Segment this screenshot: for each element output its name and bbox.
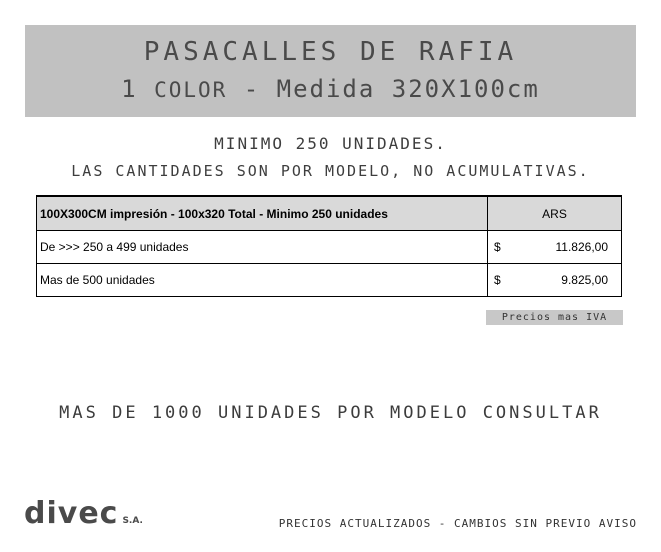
currency-symbol: $ (494, 273, 501, 287)
consult-note: MAS DE 1000 UNIDADES POR MODELO CONSULTAR (59, 403, 602, 423)
minimum-note: MINIMO 250 UNIDADES. (214, 134, 447, 153)
price-table-header-row (37, 196, 622, 231)
iva-badge: Precios mas IVA (486, 310, 623, 325)
subtitle-tail: - Medida 320X100cm (227, 75, 540, 103)
price-value: 11.826,00 (555, 240, 608, 254)
page-subtitle (25, 75, 636, 103)
logo-brand: divec (24, 496, 119, 531)
table-row (37, 231, 622, 264)
currency-symbol: $ (494, 240, 501, 254)
price-value: 9.825,00 (561, 273, 608, 287)
row-label: De >>> 250 a 499 unidades (37, 231, 488, 264)
price-table-header-description: 100X300CM impresión - 100x320 Total - Minimo 250 unidades (37, 196, 488, 231)
row-label: Mas de 500 unidades (37, 264, 488, 297)
header-banner (25, 25, 636, 117)
price-table (36, 195, 622, 297)
price-table-header-currency: ARS (488, 196, 622, 231)
company-logo (24, 496, 143, 531)
row-price-cell (488, 264, 622, 297)
quantities-note: LAS CANTIDADES SON POR MODELO, NO ACUMULATIVAS. (71, 162, 590, 180)
logo-suffix: S.A. (122, 516, 143, 526)
subtitle-color-word: COLOR (154, 78, 228, 102)
subtitle-lead: 1 (121, 75, 155, 103)
table-row (37, 264, 622, 297)
footer-note: PRECIOS ACTUALIZADOS - CAMBIOS SIN PREVIO AVISO (278, 517, 637, 530)
page-title: PASACALLES DE RAFIA (143, 37, 518, 67)
row-price-cell (488, 231, 622, 264)
